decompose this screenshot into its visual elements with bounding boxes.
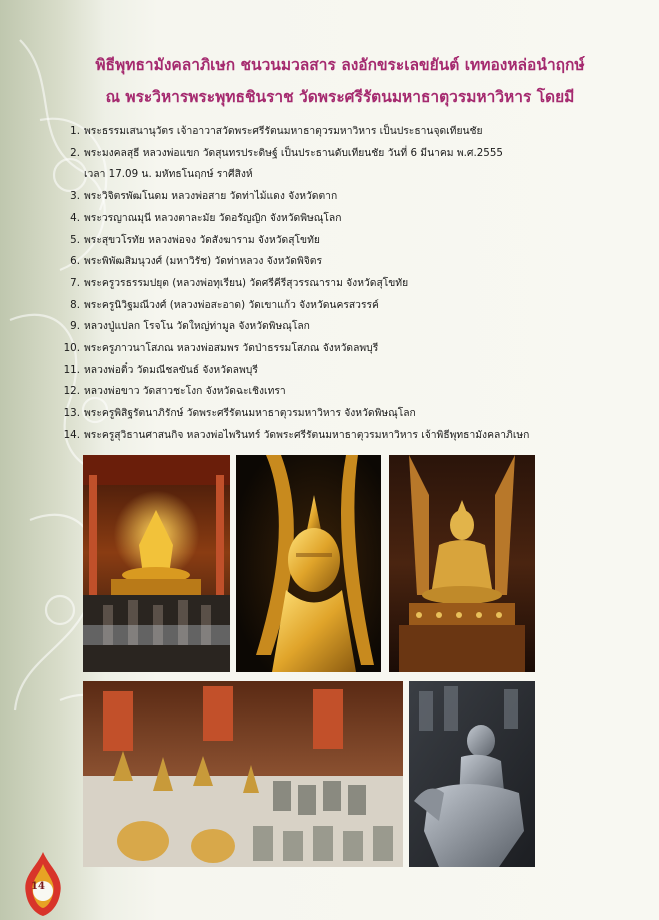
list-item-text: พระพิพัฒสิมนุวงศ์ (มหาวิรัช) วัดท่าหลวง จังหวัดพิจิตร <box>84 255 322 268</box>
list-item-number: 3. <box>70 190 80 203</box>
list-item <box>58 360 638 382</box>
list-item <box>58 338 638 360</box>
page-title-line-2: ณ พระวิหารพระพุทธชินราช วัดพระศรีรัตนมหาธาตุวรมหาวิหาร โดยมี <box>105 88 575 106</box>
list-item-text: พระครูสุวิธานศาสนกิจ หลวงพ่อไพรินทร์ วัดพระศรีรัตนมหาธาตุวรมหาวิหาร เจ้าพิธีพุทธามังคลาภิเษก <box>84 428 530 441</box>
list-item-text: พระวิจิตรพัฒโนดม หลวงพ่อสาย วัดท่าไม้แดง จังหวัดตาก <box>84 190 338 203</box>
list-item <box>58 208 638 230</box>
list-item-text: หลวงพ่อขาว วัดสาวชะโงก จังหวัดฉะเชิงเทรา <box>84 385 286 398</box>
list-item-text: หลวงปู่แปลก โรจโน วัดใหญ่ท่ามูล จังหวัดพิษณุโลก <box>84 320 310 333</box>
list-item <box>58 403 638 425</box>
list-item-text: พระครูนิวิฐมณีวงศ์ (หลวงพ่อสะอาด) วัดเขาแก้ว จังหวัดนครสวรรค์ <box>84 298 379 311</box>
photo-bronze-horseman-statue <box>409 681 535 867</box>
list-item-text: พระสุขวโรทัย หลวงพ่อจง วัดสังฆาราม จังหวัดสุโขทัย <box>84 233 320 246</box>
list-item <box>58 425 638 447</box>
list-item <box>58 295 638 317</box>
list-item-continuation: เวลา 17.09 น. มหัทธโนฤกษ์ ราศีสิงห์ <box>84 168 253 181</box>
page-number: 14 <box>31 881 45 892</box>
list-item-number: 13. <box>63 407 80 420</box>
list-item <box>58 230 638 252</box>
list-item <box>58 316 638 338</box>
list-item <box>58 381 638 403</box>
list-item-number: 14. <box>63 428 80 441</box>
list-item-number: 8. <box>70 298 80 311</box>
officiant-list <box>58 121 638 447</box>
list-item <box>58 121 638 143</box>
list-item <box>58 143 638 186</box>
list-item-text: พระครูภาวนาโสภณ หลวงพ่อสมพร วัดป่าธรรมโสภณ จังหวัดลพบุรี <box>84 342 379 355</box>
photo-ceremony-buddha-statues <box>83 681 403 867</box>
list-item-number: 5. <box>70 233 80 246</box>
list-item-number: 12. <box>63 385 80 398</box>
list-item-text: พระมงคลสุธี หลวงพ่อแขก วัดสุนทรประดิษฐ์ เป็นประธานดับเทียนชัย วันที่ 6 มีนาคม พ.ศ.2555 <box>84 146 503 159</box>
list-item-text: พระวรญาณมุนี หลวงตาละมัย วัดอรัญญิก จังหวัดพิษณุโลก <box>84 211 342 224</box>
list-item-number: 2. <box>70 146 80 159</box>
list-item-text: พระครูวรธรรมปยุต (หลวงพ่อทุเรียน) วัดศรีคีรีสุวรรณาราม จังหวัดสุโขทัย <box>84 276 409 289</box>
list-item-number: 9. <box>70 320 80 333</box>
list-item-text: พระครูพิสิฐรัตนาภิรักษ์ วัดพระศรีรัตนมหาธาตุวรมหาวิหาร จังหวัดพิษณุโลก <box>84 407 416 420</box>
list-item-number: 11. <box>63 363 80 376</box>
list-item-number: 10. <box>63 342 80 355</box>
list-item <box>58 186 638 208</box>
list-item-number: 7. <box>70 276 80 289</box>
list-item-number: 4. <box>70 211 80 224</box>
photo-temple-hall-altar <box>83 455 230 672</box>
photo-phra-buddha-chinnarat-closeup <box>236 455 381 672</box>
list-item-text: หลวงพ่อติ๋ว วัดมณีชลขันธ์ จังหวัดลพบุรี <box>84 363 258 376</box>
list-item-number: 1. <box>70 125 80 137</box>
list-item-number: 6. <box>70 255 80 268</box>
page-title-line-1: พิธีพุทธามังคลาภิเษก ชนวนมวลสาร ลงอักขระเลขยันต์ เททองหล่อนำฤกษ์ <box>95 56 585 74</box>
list-item <box>58 273 638 295</box>
list-item-text: พระธรรมเสนานุวัตร เจ้าอาวาสวัดพระศรีรัตนมหาธาตุวรมหาวิหาร เป็นประธานจุดเทียนชัย <box>84 125 483 137</box>
list-item <box>58 251 638 273</box>
photo-seated-buddha-statue <box>389 455 535 672</box>
